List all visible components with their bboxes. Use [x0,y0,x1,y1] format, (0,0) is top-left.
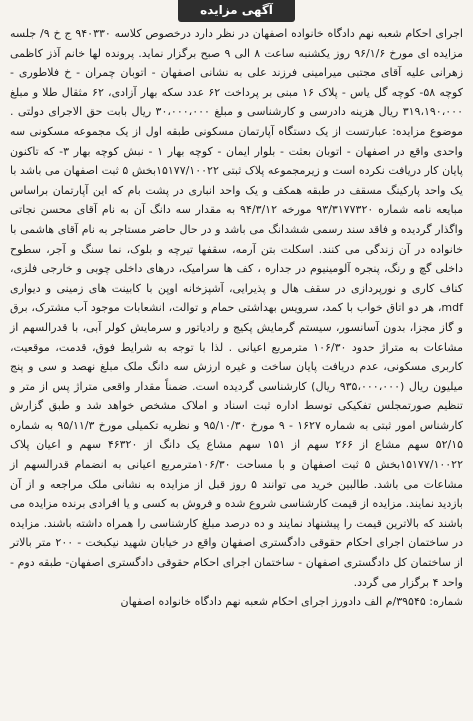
notice-signature: شماره: ۳۹۵۴۵/م الف دادورز اجرای احکام شعبه نهم دادگاه خانواده اصفهان [120,595,463,609]
notice-body: اجرای احکام شعبه نهم دادگاه خانواده اصفهان در نظر دارد درخصوص کلاسه ۹۴۰۳۳۰ ج خ ۹/ جلسه مزایده ای مورخ ۹۶/۱/۶ روز یکشنبه ساعت ۸ الی ۹ صبح برگزار نماید. پرونده لها خانم آذز کاظمی زهرانی علیه آقای مجتبی میرامینی فرزند علی به نشانی اصفهان - اتوبان چمران - خ فلاطوری - کوچه ۵۸- کوچه گل یاس - پلاک ۱۶ مبنی بر پرداخت ۶۲ عدد سکه بهار آزادی، ۶۲ مثقال طلا و مبلغ ۳۱۹،۱۹۰،۰۰۰ ریال هزینه دادرسی و کارشناسی و مبلغ ۳۰،۰۰۰،۰۰۰ ریال بابت حق الاجرای دولتی . موضوع مزایده: عبارتست از یک دستگاه آپارتمان مسکونی طبقه اول از یک مجموعه مسکونی سه واحدی واقع در اصفهان - اتوبان بعثت - بلوار ایمان - کوچه بهار ۱ - نبش کوچه بهار ۳- که تاکنون پایان کار دریافت نکرده است و زیرمجموعه پلاک ثبتی ۱۵۱۷۷/۱۰۰۲۲بخش ۵ ثبت اصفهان می باشد با یک واحد پارکینگ مسقف در طبقه همکف و یک واحد انباری در پشت بام که این آپارتمان براساس مبایعه نامه شماره ۹۳/۳۱۷۷۳۲۰ مورخه ۹۴/۳/۱۲ به مقدار سه دانگ آن به نام آقای محسن نجاتی واگذار گردیده و فاقد سند رسمی ششدانگ می باشد و در حال حاضر مستاجر به نام آقای هاشمی با خانواده در آن زندگی می کنند. اسکلت بتن آرمه، سقفها تیرچه و بلوک، نما سنگ و آجر، سطوح داخلی گچ و رنگ، پنجره آلومینیوم در جداره ، کف ها سرامیک، درهای داخلی چوبی و خارجی فلزی، کناف کاری و نورپردازی در سقف هال و پذیرایی، آشپزخانه اوپن با کابینت های زمینی و دیواری mdf، هر دو اتاق خواب با کمد، سرویس بهداشتی حمام و توالت، انشعابات موجود آب مشترک، برق و گاز مجزا، بدون آسانسور، سیستم گرمایش پکیج و رادیاتور و سرمایش کولر آبی، با قدرالسهم از مشاعات به متراژ حدود ۱۰۶/۳۰ مترمربع اعیانی . لذا با توجه به شرایط فوق، قدمت، موقعیت، کاربری مسکونی، عدم دریافت پایان ساخت و غیره ارزش سه دانگ ملک مبلغ نهصد و سی و پنج میلیون ریال (۹۳۵،۰۰۰،۰۰۰ ریال) کارشناسی گردیده است. ضمناً مقدار واقعی متراژ پس از متر و تنظیم صورتمجلس تفکیکی توسط اداره ثبت اسناد و املاک مشخص خواهد شد و طبق گزارش کارشناس امور ثبتی به شماره ۱۶۲۷ - ۹ مورخ ۹۵/۱۰/۳۰ و نظریه تکمیلی مورخ ۹۵/۱۱/۳ به شماره ۵۲/۱۵ سهم مشاع از ۲۶۶ سهم از ۱۵۱ سهم مشاع یک دانگ از ۴۶۳۲۰ سهم و اعیان پلاک ۱۵۱۷۷/۱۰۰۲۲بخش ۵ ثبت اصفهان و با مساحت ۱۰۶/۳۰مترمربع اعیانی به انضمام قدرالسهم از مشاعات می باشد. طالبین خرید می توانند ۵ روز قبل از مزایده به نشانی ملک مراجعه و از آن بازدید نمایند. مزایده از قیمت کارشناسی شروع شده و فروش به کسی و یا افرادی برنده مزایده می باشند که بالاترین قیمت را پیشنهاد نمایند و ده درصد مبلغ کارشناسی را همراه داشته باشند. مزایده در ساختمان اجرای احکام حقوقی دادگستری اصفهان واقع در خیابان شهید نیکبخت - ۲۰۰ متر بالاتر از ساختمان کل دادگستری اصفهان - ساختمان اجرای احکام حقوقی دادگستری اصفهان- طبقه دوم - واحد ۴ برگزار می گردد. [10,27,464,589]
notice-title: آگهی مزایده [178,0,295,22]
title-bar [8,0,465,24]
